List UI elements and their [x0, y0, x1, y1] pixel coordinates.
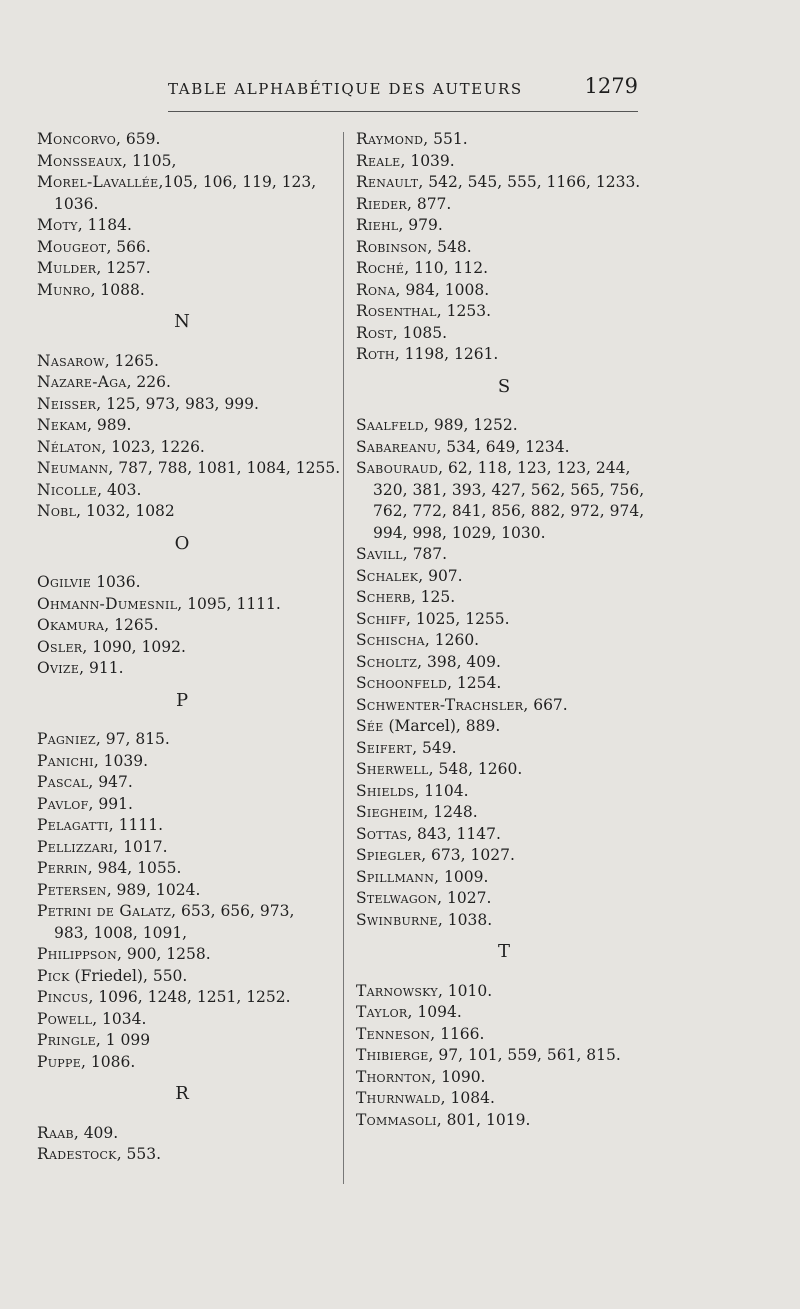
index-entry — [37, 815, 337, 837]
page-references: , 787. — [402, 545, 448, 563]
author-name: Roché — [356, 259, 405, 277]
right-column — [356, 129, 656, 1131]
index-entry — [37, 901, 337, 923]
index-entry — [356, 1024, 656, 1046]
index-entry — [356, 237, 656, 259]
index-entry — [37, 151, 337, 173]
index-entry — [356, 566, 656, 588]
page-references: , 1090. — [431, 1067, 486, 1086]
page-references: , 1034. — [92, 1009, 147, 1028]
index-entry — [356, 1067, 656, 1089]
page-references: , 409. — [73, 1123, 119, 1142]
author-name: Tenneson — [356, 1024, 431, 1043]
index-entry — [37, 987, 337, 1009]
author-name: Neumann — [37, 459, 109, 477]
page-references: , 1095, 1111. — [177, 594, 281, 613]
author-name: Pelagatti — [37, 816, 109, 834]
author-name: Mulder — [37, 259, 97, 277]
author-name: Scholtz — [356, 652, 418, 671]
index-entry — [356, 981, 656, 1003]
index-entry — [356, 194, 656, 216]
author-name: Moncorvo — [37, 130, 117, 148]
page-number: 1279 — [584, 74, 638, 98]
page-references: , 1265. — [104, 616, 159, 634]
index-entry — [37, 837, 337, 859]
page-references: , 877. — [406, 194, 452, 213]
page-references: , 534, 649, 1234. — [436, 437, 570, 456]
author-name: Nicolle — [37, 480, 98, 499]
page-references: , 403. — [97, 480, 142, 499]
page-references: , 843, 1147. — [407, 824, 501, 843]
page-references: , 1184. — [77, 216, 132, 234]
page-references: , 947. — [88, 773, 133, 791]
author-name: Tarnowsky — [356, 981, 438, 1000]
index-entry — [356, 458, 656, 480]
author-name: Perrin — [37, 859, 88, 877]
author-name: Petersen — [37, 880, 107, 899]
page-references: , 548. — [427, 237, 472, 256]
author-name: Thornton — [356, 1067, 432, 1086]
author-name: Shields — [356, 781, 415, 800]
page-references: ,105, 106, 119, 123, — [158, 173, 317, 191]
author-name: Reale — [356, 151, 401, 170]
page-references: , 787, 788, 1081, 1084, 1255. — [108, 459, 341, 477]
author-name: Morel-Lavallée — [37, 173, 159, 191]
author-name: Schoonfeld — [356, 674, 448, 692]
page-references: , 1111. — [108, 816, 163, 834]
author-name: Spiegler — [356, 846, 422, 864]
page-references: (Marcel), 889. — [383, 717, 501, 735]
page-references: , 548, 1260. — [428, 760, 523, 778]
index-entry — [37, 501, 337, 523]
author-name: Monsseaux — [37, 151, 123, 170]
page-references: , 1105, — [122, 151, 177, 170]
page-references: , 1039. — [400, 151, 455, 170]
index-entry — [37, 658, 337, 680]
author-name: Renault — [356, 173, 419, 191]
index-entry — [37, 615, 337, 637]
author-name: Nobl — [37, 502, 77, 520]
index-entry — [356, 609, 656, 631]
author-name: Ohmann-Dumesnil — [37, 594, 178, 613]
index-entry — [356, 673, 656, 695]
page-references: , 1088. — [90, 280, 145, 299]
author-name: Thurnwald — [356, 1089, 441, 1107]
index-entry — [356, 1088, 656, 1110]
section-letter: P — [175, 689, 189, 711]
index-entry-continuation: 983, 1008, 1091, — [54, 923, 188, 942]
index-entry — [356, 587, 656, 609]
index-entry-continuation: 994, 998, 1029, 1030. — [373, 523, 546, 542]
page-references: , 979. — [398, 216, 443, 234]
page-references: , 1253. — [436, 302, 491, 320]
page-references: , 1010. — [437, 981, 493, 1000]
index-entry — [37, 637, 337, 659]
author-name: Siegheim — [356, 803, 424, 821]
index-entry — [37, 880, 337, 902]
index-entry — [356, 151, 656, 173]
page-references: 1036. — [91, 573, 141, 591]
page-references: , 801, 1019. — [436, 1110, 531, 1129]
index-entry — [356, 910, 656, 932]
index-entry — [37, 794, 337, 816]
index-entry — [37, 1030, 337, 1052]
page-references: , 1260. — [424, 631, 480, 649]
page-references: , 984, 1008. — [395, 280, 490, 299]
index-entry — [37, 966, 337, 988]
index-entry — [37, 394, 337, 416]
index-entry — [37, 594, 337, 616]
author-name: Scherb — [356, 588, 411, 606]
author-name: Radestock — [37, 1145, 117, 1163]
page-references: , 1084. — [440, 1089, 495, 1107]
author-name: Pincus — [37, 988, 89, 1006]
page-references: , 1009. — [434, 867, 489, 886]
page-references: , 553. — [116, 1145, 162, 1163]
page-references: , 911. — [79, 659, 124, 677]
author-name: Osler — [37, 637, 83, 656]
author-name: Taylor — [356, 1003, 408, 1021]
author-name: Sabouraud — [356, 459, 439, 477]
author-name: Rona — [356, 280, 396, 299]
page-references: , 1094. — [407, 1003, 462, 1021]
index-entry — [356, 344, 656, 366]
page-references: , 653, 656, 973, — [171, 902, 295, 920]
author-name: Rieder — [356, 194, 407, 213]
page-references: , 125. — [410, 588, 456, 606]
author-name: Moty — [37, 216, 78, 234]
index-entry — [356, 129, 656, 151]
author-name: Nasarow — [37, 351, 105, 370]
index-entry — [356, 280, 656, 302]
page-references: (Friedel), 550. — [69, 966, 188, 985]
page-references: , 984, 1055. — [87, 859, 182, 877]
index-entry — [37, 572, 337, 594]
author-name: Sottas — [356, 824, 408, 843]
index-entry — [37, 858, 337, 880]
page-references: , 226. — [126, 373, 171, 391]
page-references: , 97, 815. — [95, 730, 170, 748]
author-name: Powell — [37, 1009, 93, 1028]
author-name: Schischa — [356, 631, 425, 649]
section-letter: T — [497, 941, 510, 962]
page-references: , 907. — [418, 566, 463, 585]
index-entry — [37, 215, 337, 237]
index-entry — [356, 172, 656, 194]
author-name: Neisser — [37, 394, 97, 413]
author-name: Raymond — [356, 130, 424, 148]
index-entry — [37, 751, 337, 773]
page-references: , 1104. — [414, 781, 469, 800]
page-references: , 125, 973, 983, 999. — [96, 394, 259, 413]
index-entry — [37, 1123, 337, 1145]
column-divider — [343, 132, 344, 1184]
page-references: , 1090, 1092. — [82, 637, 186, 656]
author-name: Philippson — [37, 945, 117, 963]
section-letter: N — [174, 311, 190, 332]
page-references: , 1248. — [423, 803, 478, 821]
index-entry — [356, 652, 656, 674]
index-entry — [356, 301, 656, 323]
index-entry-continuation: 1036. — [54, 194, 99, 213]
author-name: Ogilvie — [37, 573, 92, 591]
index-entry — [37, 1144, 337, 1166]
author-name: Munro — [37, 280, 91, 299]
page-references: , 549. — [412, 738, 457, 757]
page-references: , 97, 101, 559, 561, 815. — [428, 1046, 621, 1064]
author-name: Savill — [356, 545, 403, 563]
index-entry — [37, 258, 337, 280]
index-entry — [356, 781, 656, 803]
index-entry — [37, 1009, 337, 1031]
index-entry — [356, 544, 656, 566]
section-letter: R — [175, 1083, 189, 1104]
index-entry — [37, 280, 337, 302]
page-references: , 1086. — [81, 1052, 136, 1071]
author-name: Robinson — [356, 237, 428, 256]
page-references: , 1038. — [437, 910, 493, 929]
page-references: , 1096, 1248, 1251, 1252. — [88, 988, 291, 1006]
index-entry — [37, 237, 337, 259]
index-entry — [37, 729, 337, 751]
page-references: , 989, 1252. — [424, 416, 518, 434]
page-references: , 900, 1258. — [117, 945, 211, 963]
index-entry — [37, 129, 337, 151]
index-entry-continuation: 762, 772, 841, 856, 882, 972, 974, — [373, 502, 645, 520]
index-entry — [356, 1002, 656, 1024]
section-letter: O — [174, 532, 190, 554]
index-entry — [37, 415, 337, 437]
author-name: Rosenthal — [356, 302, 437, 320]
page-references: , 1265. — [104, 351, 159, 370]
page-references: , 989. — [87, 416, 132, 434]
index-entry — [37, 480, 337, 502]
page-references: , 1023, 1226. — [101, 437, 205, 456]
index-entry — [356, 437, 656, 459]
author-name: Pascal — [37, 773, 89, 791]
index-entry — [356, 1045, 656, 1067]
author-name: Rost — [356, 323, 393, 342]
author-name: Saalfeld — [356, 416, 424, 434]
index-entry — [356, 1110, 656, 1132]
index-entry — [356, 215, 656, 237]
author-name: Nekam — [37, 416, 88, 434]
author-name: Schwenter-Trachsler — [356, 695, 524, 714]
page-references: , 1027. — [437, 889, 492, 907]
index-entry — [37, 458, 341, 480]
index-entry — [356, 630, 656, 652]
page-header — [168, 76, 638, 106]
page-references: , 1257. — [96, 259, 151, 277]
author-name: Pick — [37, 966, 70, 985]
author-name: Panichi — [37, 751, 94, 770]
page-references: , 1254. — [447, 674, 502, 692]
index-entry — [356, 845, 656, 867]
page-references: , 989, 1024. — [106, 880, 201, 899]
index-entry — [37, 172, 337, 194]
author-name: Raab — [37, 1123, 74, 1142]
author-name: Riehl — [356, 216, 399, 234]
page-references: , 991. — [88, 794, 133, 813]
index-entry — [356, 867, 656, 889]
index-entry — [356, 695, 656, 717]
index-entry — [37, 437, 337, 459]
index-entry — [356, 759, 656, 781]
author-name: Thibierge — [356, 1046, 429, 1064]
page-references: , 673, 1027. — [421, 846, 515, 864]
section-letter: S — [497, 375, 511, 397]
page-references: , 398, 409. — [417, 652, 501, 671]
author-name: Sherwell — [356, 760, 429, 778]
index-entry — [356, 802, 656, 824]
author-name: Ovize — [37, 659, 80, 677]
author-name: Nazare-Aga — [37, 373, 127, 391]
index-entry-continuation: 320, 381, 393, 427, 562, 565, 756, — [373, 480, 645, 499]
author-name: Sabareanu — [356, 437, 437, 456]
index-entry — [356, 738, 656, 760]
page-references: , 110, 112. — [404, 259, 489, 277]
author-name: Pavlof — [37, 794, 89, 813]
index-entry — [356, 323, 656, 345]
index-entry — [356, 716, 656, 738]
index-entry — [356, 258, 656, 280]
index-entry — [37, 944, 337, 966]
author-name: Tommasoli — [356, 1110, 437, 1129]
page-references: , 1017. — [113, 837, 168, 856]
page-references: , 659. — [116, 130, 161, 148]
author-name: Roth — [356, 345, 395, 363]
page-references: , 1 099 — [95, 1031, 151, 1049]
index-entry — [356, 888, 656, 910]
left-column — [37, 129, 341, 1166]
author-name: Mougeot — [37, 237, 107, 256]
index-entry — [356, 824, 656, 846]
page-references: , 551. — [423, 130, 468, 148]
header-rule — [168, 111, 638, 112]
author-name: Schiff — [356, 609, 407, 628]
author-name: Pellizzari — [37, 837, 114, 856]
index-entry — [37, 372, 337, 394]
running-title: TABLE ALPHABÉTIQUE DES AUTEURS — [168, 80, 523, 98]
page-references: , 1032, 1082 — [76, 502, 175, 520]
author-name: Petrini de Galatz — [37, 902, 172, 920]
author-name: Pringle — [37, 1031, 96, 1049]
author-name: Nélaton — [37, 437, 102, 456]
page-references: , 1085. — [392, 323, 447, 342]
page-references: , 1039. — [93, 751, 149, 770]
author-name: Okamura — [37, 616, 105, 634]
page-references: , 566. — [106, 237, 151, 256]
author-name: Stelwagon — [356, 889, 438, 907]
page-references: , 542, 545, 555, 1166, 1233. — [418, 173, 641, 191]
index-entry — [37, 1052, 337, 1074]
author-name: Swinburne — [356, 910, 438, 929]
page-references: , 62, 118, 123, 123, 244, — [438, 459, 631, 477]
index-entry — [356, 415, 656, 437]
index-entry — [37, 772, 337, 794]
author-name: Pagniez — [37, 730, 96, 748]
index-entry — [37, 351, 337, 373]
page-references: , 667. — [523, 695, 568, 714]
author-name: Sée — [356, 717, 384, 735]
page-references: , 1025, 1255. — [406, 609, 510, 628]
page-references: , 1198, 1261. — [394, 345, 499, 363]
page-references: , 1166. — [430, 1024, 485, 1043]
author-name: Schalek — [356, 566, 419, 585]
author-name: Puppe — [37, 1052, 82, 1071]
author-name: Spillmann — [356, 867, 435, 886]
author-name: Seifert — [356, 738, 413, 757]
